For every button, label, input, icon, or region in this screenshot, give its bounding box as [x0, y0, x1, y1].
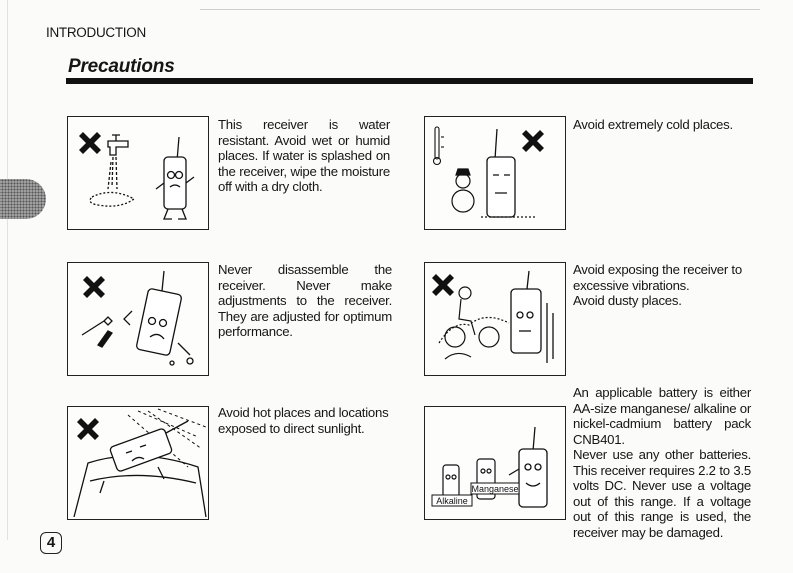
cold-warning-illustration	[424, 116, 566, 230]
water-warning-illustration	[67, 116, 209, 230]
receiver-character-icon	[509, 427, 547, 507]
prohibited-x-icon	[522, 130, 544, 152]
top-rule	[200, 9, 760, 10]
heat-warning-illustration	[67, 406, 209, 520]
snowman-icon	[452, 169, 474, 212]
precaution-line: Avoid dusty places.	[573, 293, 682, 308]
prohibited-x-icon	[432, 274, 454, 296]
page-number: 4	[40, 532, 62, 554]
precaution-line: Avoid hot places and locations exposed to direct sunlight.	[218, 405, 389, 436]
screwdriver-icon	[82, 317, 112, 347]
receiver-character-icon	[481, 129, 535, 217]
precaution-line: Avoid exposing the receiver to excessive vibrations.	[573, 262, 742, 293]
precaution-text-disassemble	[218, 262, 392, 340]
alkaline-battery-icon	[443, 465, 459, 497]
receiver-character-icon	[124, 271, 193, 365]
title-underline-bar	[66, 78, 753, 84]
prohibited-x-icon	[79, 132, 101, 154]
receiver-character-icon	[156, 137, 194, 219]
precaution-line: An applicable battery is either AA-size manganese/ alkaline or nickel-cadmium battery pack CNB401.	[573, 385, 751, 447]
section-label: INTRODUCTION	[46, 25, 146, 40]
page-title: Precautions	[68, 56, 175, 77]
alkaline-label: Alkaline	[436, 496, 468, 506]
prohibited-x-icon	[83, 276, 105, 298]
precaution-text-battery	[573, 385, 751, 540]
battery-illustration	[424, 406, 566, 520]
precaution-text-vibration	[573, 262, 755, 309]
precaution-line: This receiver is water resistant. Avoid wet or humid places. If water is splashed on the receiver, wipe the moisture off with a dry cloth.	[218, 117, 390, 194]
disassemble-warning-illustration	[67, 262, 209, 376]
motorcycle-rider-icon	[439, 287, 509, 359]
precaution-line: Never use any other batteries. This receiver requires 2.2 to 3.5 volts DC. Never use a voltage out of this range. If a voltage out of this range is used, the receiver may be damaged.	[573, 447, 751, 540]
precaution-text-water	[218, 117, 390, 195]
receiver-character-icon	[511, 271, 553, 363]
vibration-warning-illustration	[424, 262, 566, 376]
thermometer-icon	[434, 127, 445, 165]
prohibited-x-icon	[77, 418, 99, 440]
precaution-text-heat	[218, 405, 394, 436]
precaution-line: Avoid extremely cold places.	[573, 117, 733, 132]
manganese-label: Manganese	[471, 484, 519, 494]
precaution-line: Never disassemble the receiver. Never make adjustments to the receiver. They are adjusted for optimum performance.	[218, 262, 392, 339]
precaution-text-cold	[573, 117, 755, 133]
car-dashboard-icon	[74, 456, 206, 517]
section-tab-marker	[0, 179, 46, 219]
receiver-character-icon	[100, 421, 188, 493]
binding-margin	[7, 0, 8, 540]
